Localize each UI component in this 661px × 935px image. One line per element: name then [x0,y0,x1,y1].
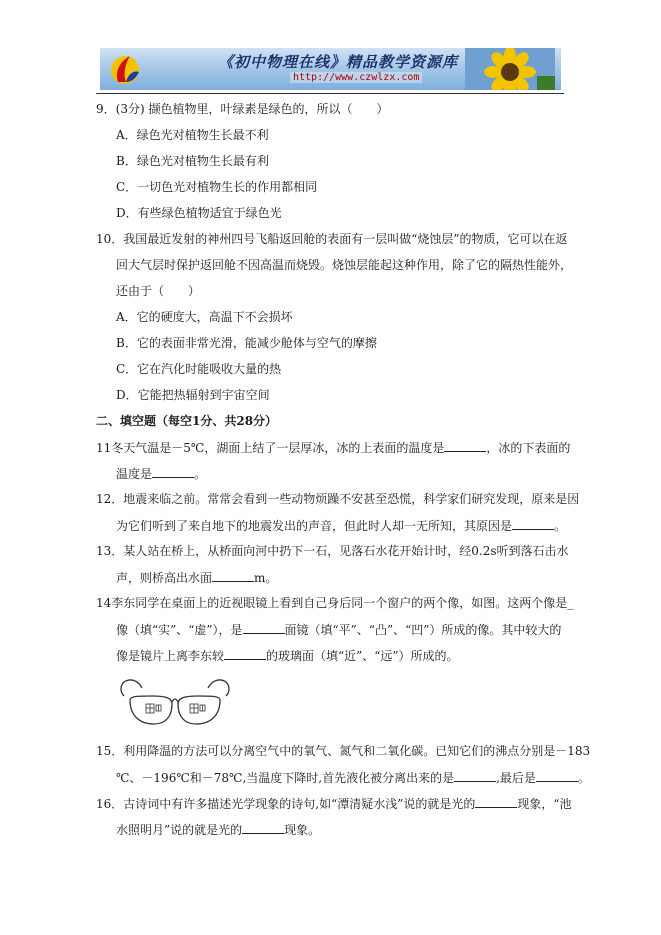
text-line-q10b [116,258,572,272]
text-line-q9 [96,102,388,116]
line-text: 11冬天气温是－5℃，湖面上结了一层厚冰，冰的上表面的温度是 [96,441,445,455]
line-text: 像（填“实”、“虚”），是 [116,623,243,637]
line-text: 9．(3分) 撷色植物里，叶绿素是绿色的，所以（ ） [96,102,389,116]
line-text: ，冰的下表面的 [486,441,571,455]
text-line-q10c [116,284,200,298]
text-line-q10B [116,336,377,350]
answer-blank[interactable] [512,518,554,530]
line-text: C．一切色光对植物生长的作用都相同 [116,180,318,194]
text-line-q9a [116,128,269,142]
line-text: D．有些绿色植物适宜于绿色光 [116,206,282,220]
text-line-q14a [96,596,573,610]
line-text: 。 [554,519,567,533]
answer-blank[interactable] [444,440,486,452]
answer-blank[interactable] [475,796,517,808]
line-text: B．它的表面非常光滑，能减少舱体与空气的摩擦 [116,336,377,350]
line-text: 还由于（ ） [116,284,201,298]
line-text: 声，则桥高出水面 [116,571,213,585]
line-text: 15．利用降温的方法可以分离空气中的氧气、氮气和二氧化碳。已知它们的沸点分别是－183 [96,744,591,758]
text-line-q10D [116,388,270,402]
line-text: A．绿色光对植物生长最不利 [116,128,269,142]
line-text: 温度是 [116,467,153,481]
line-text: 为它们听到了来自地下的地震发出的声音，但此时人却一无所知，其原因是 [116,519,513,533]
glasses-figure-icon [116,676,234,728]
text-line-q9c [116,180,317,194]
answer-blank[interactable] [212,570,254,582]
line-text: 现象。 [284,823,321,837]
answer-blank[interactable] [242,822,284,834]
line-text: 。 [194,467,207,481]
line-text: 16．古诗词中有许多描述光学现象的诗句,如“潭清疑水浅”说的就是光的 [96,797,476,811]
banner-title: 《初中物理在线》精品教学资源库 [218,53,459,71]
text-line-q15a [96,744,590,758]
line-text: ,最后是 [496,771,536,785]
banner-url[interactable]: http://www.czwlzx.com [290,72,422,83]
text-line-q10C [116,362,281,376]
line-text: 13．某人站在桥上，从桥面向河中扔下一石，见落石水花开始计时，经0.2s听到落石击水 [96,544,569,558]
line-text: D．它能把热辐射到宇宙空间 [116,388,270,402]
text-line-q11b [116,466,206,481]
line-text: 像是镜片上离李东较 [116,649,225,663]
line-text: 回大气层时保护返回舱不因高温而烧毁。烧蚀层能起这种作用，除了它的隔热性能外， [116,258,573,272]
text-line-q14c [116,648,459,663]
line-text: 二、填空题（每空1分、共28分） [96,414,278,428]
line-text: 10．我国最近发射的神州四号飞船返回舱的表面有一层叫做“烧蚀层”的物质，它可以在返 [96,232,568,246]
text-line-q13a [96,544,569,558]
line-text: 面镜（填“平”、“凸”、“凹”）所成的像。其中较大的 [284,623,562,637]
text-line-q16a [96,796,572,811]
line-text: 12．地震来临之前。常常会看到一些动物烦躁不安甚至恐慌，科学家们研究发现，原来是因 [96,492,580,506]
answer-blank[interactable] [536,770,578,782]
line-text: C．它在汽化时能吸收大量的热 [116,362,282,376]
line-text: 的玻璃面（填“近”、“远”）所成的。 [266,649,459,663]
answer-blank[interactable] [224,648,266,660]
line-text: 现象，“池 [517,797,572,811]
text-line-q10A [116,310,293,324]
text-line-q10a [96,232,568,246]
header-banner [100,48,561,90]
line-text: 。 [577,771,590,785]
text-line-q12b [116,518,566,533]
line-text: 14李东同学在桌面上的近视眼镜上看到自己身后同一个窗户的两个像，如图。这两个像是_ [96,596,574,610]
text-line-q14b [116,622,561,637]
header-divider [96,93,564,94]
text-line-q16b [116,822,320,837]
text-line-q9d [116,206,282,220]
text-line-q9b [116,154,269,168]
site-logo-icon [108,52,142,86]
line-text: 水照明月”说的就是光的 [116,823,243,837]
text-line-q11a [96,440,570,455]
sunflower-icon [465,48,555,90]
line-text: B．绿色光对植物生长最有利 [116,154,269,168]
answer-blank[interactable] [454,770,496,782]
text-line-sec2 [96,414,277,428]
line-text: m。 [254,571,278,585]
answer-blank[interactable] [152,466,194,478]
text-line-q12a [96,492,579,506]
text-line-q13b [116,570,277,585]
answer-blank[interactable] [243,622,285,634]
line-text: A．它的硬度大，高温下不会损坏 [116,310,293,324]
text-line-q15b [116,770,590,785]
line-text: ℃、－196℃和－78℃,当温度下降时,首先液化被分离出来的是 [116,771,455,785]
